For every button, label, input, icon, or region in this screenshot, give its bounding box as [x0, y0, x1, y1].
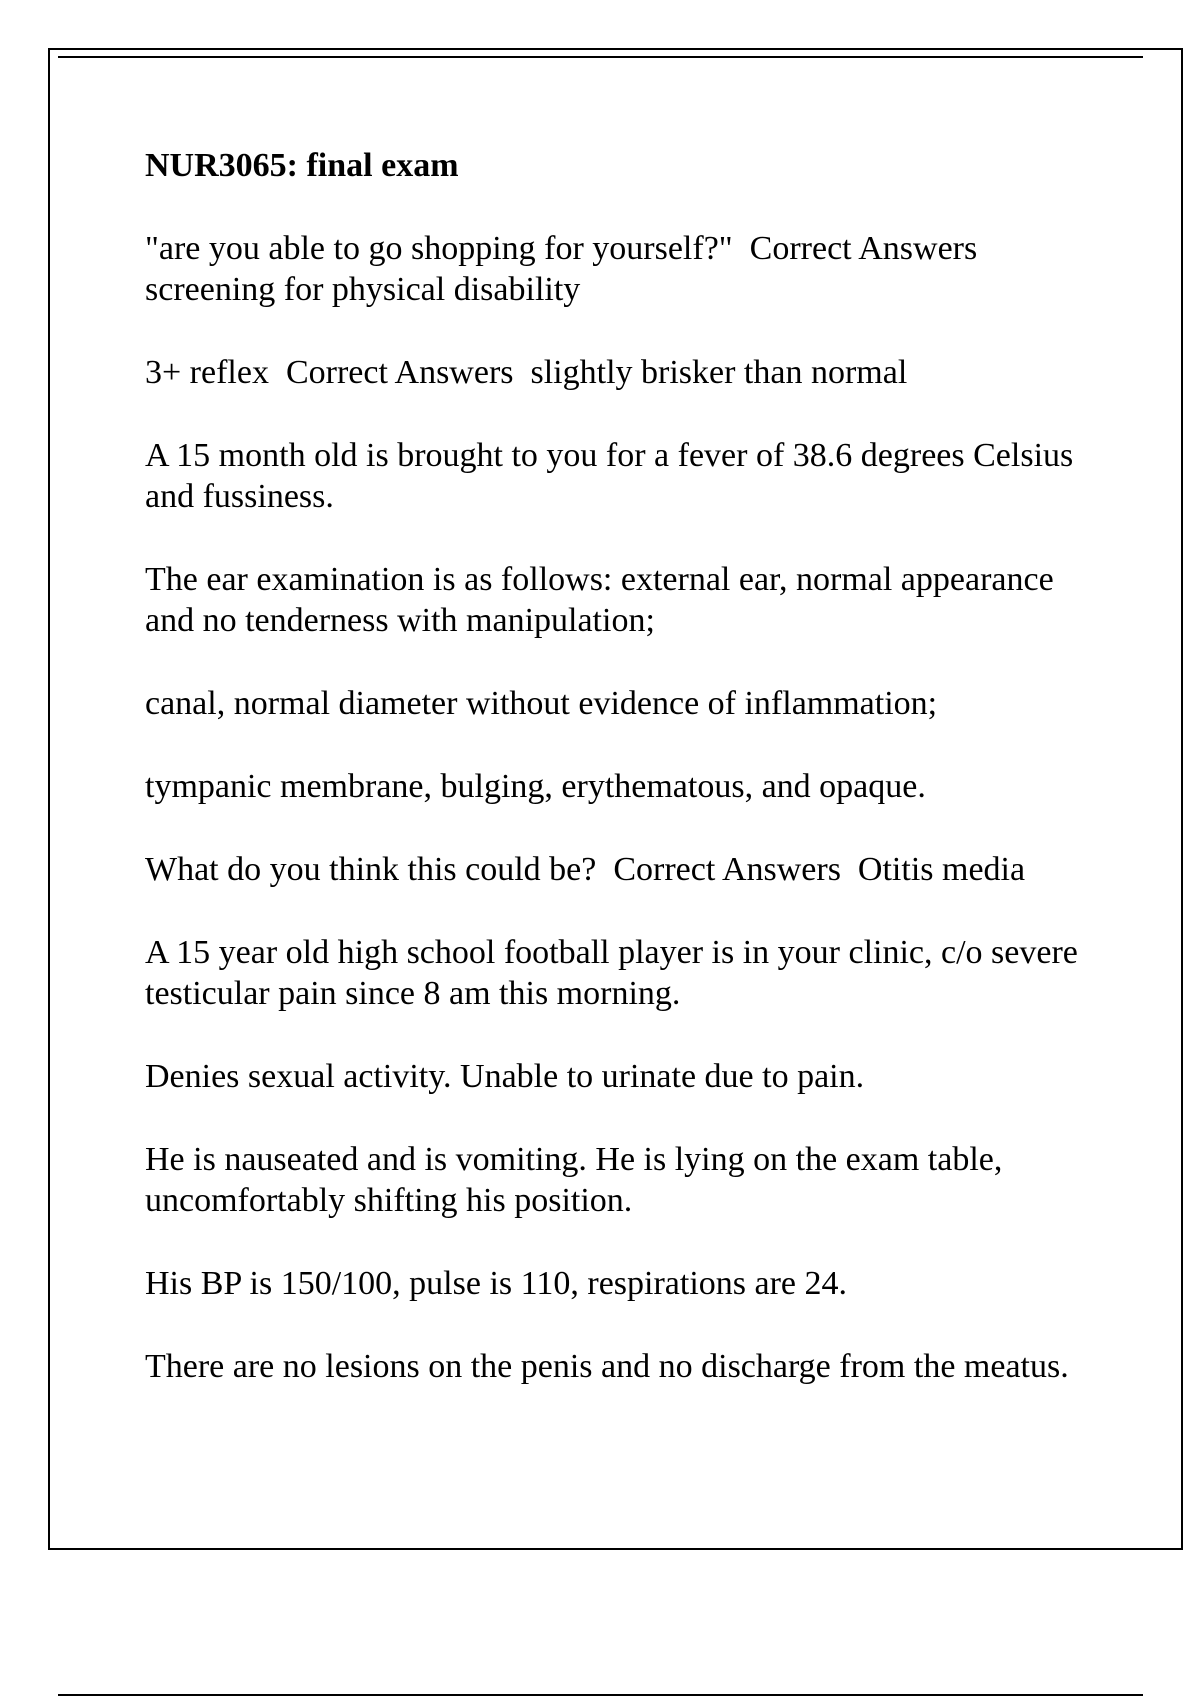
paragraph: The ear examination is as follows: external ear, normal appearance and no tenderness with manipulation;	[145, 561, 1063, 639]
paragraph: canal, normal diameter without evidence of inflammation;	[145, 685, 938, 722]
document-title: NUR3065: final exam	[145, 147, 459, 184]
paragraph: He is nauseated and is vomiting. He is lying on the exam table, uncomfortably shifting his position.	[145, 1141, 1011, 1219]
paragraph: 3+ reflex Correct Answers slightly brisker than normal	[145, 354, 908, 391]
paragraph: A 15 year old high school football player is in your clinic, c/o severe testicular pain since 8 am this morning.	[145, 934, 1087, 1012]
top-rule	[58, 56, 1143, 58]
paragraph: His BP is 150/100, pulse is 110, respirations are 24.	[145, 1265, 847, 1302]
paragraph: What do you think this could be? Correct Answers Otitis media	[145, 851, 1026, 888]
bottom-rule	[58, 1694, 1143, 1696]
paragraph: tympanic membrane, bulging, erythematous, and opaque.	[145, 768, 926, 805]
paragraph: A 15 month old is brought to you for a fever of 38.6 degrees Celsius and fussiness.	[145, 437, 1082, 515]
document-body	[145, 145, 1105, 1429]
paragraph: Denies sexual activity. Unable to urinate due to pain.	[145, 1058, 865, 1095]
paragraph: There are no lesions on the penis and no discharge from the meatus.	[145, 1348, 1069, 1385]
paragraph: "are you able to go shopping for yourself?" Correct Answers screening for physical disability	[145, 230, 995, 308]
